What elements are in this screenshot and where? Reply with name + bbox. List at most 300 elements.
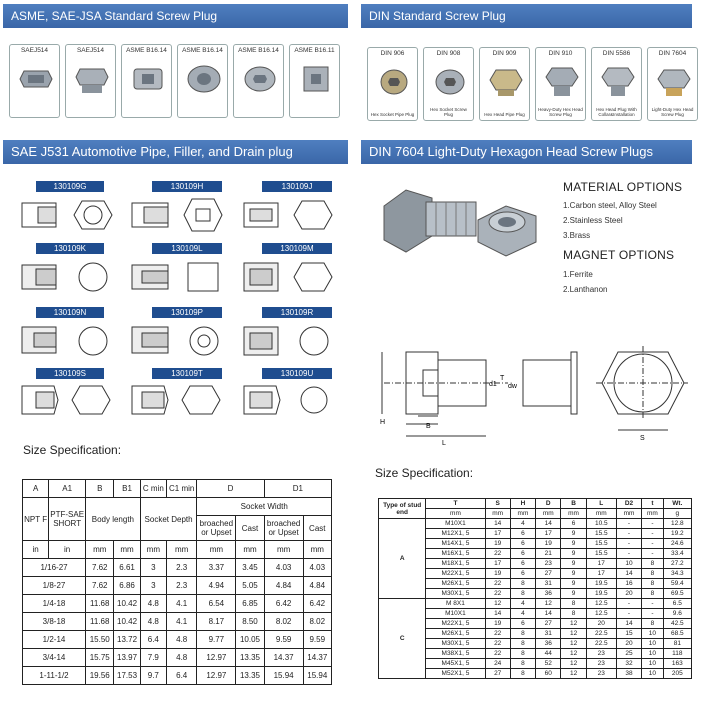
table-cell: 9	[561, 589, 586, 599]
table-cell: 60	[536, 669, 561, 679]
thumb-item[interactable]	[479, 47, 530, 121]
plug-icon	[600, 64, 636, 100]
table-cell: 20	[616, 639, 641, 649]
table-cell: 6	[510, 559, 535, 569]
table-cell: 6.4	[140, 631, 166, 649]
table-cell: 4.8	[166, 649, 196, 667]
dim-dw: dw	[508, 383, 517, 390]
dim-b: B	[426, 423, 431, 430]
table-cell: 6.5	[663, 599, 691, 609]
table-cell: 8	[642, 589, 664, 599]
table-cell: 36	[536, 589, 561, 599]
table-cell: 13.72	[114, 631, 140, 649]
table-row	[379, 599, 692, 609]
table-header-cell: D1	[264, 480, 331, 498]
table-cell: 12	[561, 659, 586, 669]
table-cell: -	[642, 599, 664, 609]
table-cell: M22X1, 5	[426, 619, 485, 629]
thumb-item[interactable]	[121, 44, 172, 118]
table-row	[379, 559, 692, 569]
table-cell: 13.97	[114, 649, 140, 667]
table-cell: mm	[536, 509, 561, 519]
table-header-cell: Socket Depth	[140, 498, 197, 541]
table-header-row	[23, 480, 332, 498]
banner-asme: ASME, SAE-JSA Standard Screw Plug	[3, 4, 348, 28]
table-cell: 17	[586, 559, 616, 569]
table-cell: -	[616, 529, 641, 539]
table-cell: 6	[561, 519, 586, 529]
thumb-label: ASME B16.14	[182, 47, 223, 54]
plug-icon	[544, 64, 580, 100]
thumb-item[interactable]	[65, 44, 116, 118]
part-drawing	[236, 380, 336, 420]
part-drawing	[14, 193, 114, 238]
table-cell: 4	[510, 599, 535, 609]
table-header-cell: PTF-SAE SHORT	[49, 498, 86, 541]
part-code-tag: 130109T	[152, 368, 222, 379]
table-cell: M 8X1	[426, 599, 485, 609]
table-cell: 22	[485, 639, 510, 649]
table-cell: -	[642, 539, 664, 549]
table-row	[379, 609, 692, 619]
table-cell: 10.05	[236, 631, 264, 649]
table-cell: 4.94	[197, 577, 236, 595]
table-row	[23, 595, 332, 613]
thumb-label: DIN 906	[380, 50, 405, 57]
table-cell: 14.37	[303, 649, 331, 667]
table-cell: 23	[586, 659, 616, 669]
table-cell: 20	[586, 619, 616, 629]
table-cell: 17.53	[114, 667, 140, 685]
dim-l: L	[442, 440, 446, 447]
table-row	[23, 649, 332, 667]
table-cell: mm	[166, 541, 196, 559]
table-cell: 19.5	[586, 589, 616, 599]
table-cell: 8.17	[197, 613, 236, 631]
table-cell: 8	[510, 659, 535, 669]
table-cell: 9	[561, 569, 586, 579]
table-cell: 17	[485, 529, 510, 539]
table-cell: 22	[485, 549, 510, 559]
thumb-label: DIN 910	[548, 50, 573, 57]
table-cell: -	[616, 539, 641, 549]
table-cell: M26X1, 5	[426, 629, 485, 639]
table-cell: g	[663, 509, 691, 519]
banner-din7604: DIN 7604 Light-Duty Hexagon Head Screw Plugs	[361, 140, 692, 164]
table-header-cell: B	[86, 480, 114, 498]
table-header-cell: broached or Upset	[264, 516, 303, 541]
table-cell: 24	[485, 659, 510, 669]
table-cell: in	[23, 541, 49, 559]
table-cell: 19	[485, 539, 510, 549]
table-cell: 4	[510, 519, 535, 529]
table-cell: -	[642, 609, 664, 619]
table-row	[23, 559, 332, 577]
table-cell: 8	[642, 619, 664, 629]
table-header-cell: Wt.	[663, 499, 691, 509]
table-cell: 14	[536, 609, 561, 619]
table-header-cell: t	[642, 499, 664, 509]
plug-icon	[488, 64, 524, 100]
table-header-cell: NPT F	[23, 498, 49, 541]
table-cell: 10.42	[114, 595, 140, 613]
table-cell: 6.4	[166, 667, 196, 685]
plug-icon	[242, 61, 278, 97]
dim-d1: d1	[489, 381, 497, 388]
table-cell: 12.5	[586, 599, 616, 609]
table-row	[379, 659, 692, 669]
part-code-tag: 130109K	[36, 243, 104, 254]
banner-din: DIN Standard Screw Plug	[361, 4, 692, 28]
plug-icon	[130, 61, 166, 97]
thumb-label: DIN 909	[492, 50, 517, 57]
table-cell: -	[616, 609, 641, 619]
table-cell: 9.59	[303, 631, 331, 649]
table-cell: 44	[536, 649, 561, 659]
din7604-size-table	[378, 498, 692, 679]
thumb-caption: Heavy-Duty Hex Head Screw Plug	[538, 107, 583, 117]
table-cell: 118	[663, 649, 691, 659]
table-cell: 22	[485, 649, 510, 659]
table-cell: 6	[510, 529, 535, 539]
thumb-item[interactable]	[367, 47, 418, 121]
din-thumb-row	[367, 47, 698, 121]
table-cell: 15.5	[586, 529, 616, 539]
table-cell: 12	[561, 619, 586, 629]
table-cell: 12	[561, 629, 586, 639]
table-cell: 8.02	[303, 613, 331, 631]
table-row	[379, 619, 692, 629]
table-cell: 2.3	[166, 559, 196, 577]
plug-icon	[376, 64, 412, 100]
table-header-cell: Cast	[303, 516, 331, 541]
table-cell: -	[616, 599, 641, 609]
table-cell: 9	[561, 539, 586, 549]
table-cell: 12.5	[586, 609, 616, 619]
thumb-caption: Hex Head Pipe Plug	[484, 112, 525, 117]
table-cell: 8	[510, 639, 535, 649]
table-units-row	[379, 509, 692, 519]
table-cell: M12X1, 5	[426, 529, 485, 539]
thumb-label: DIN 908	[436, 50, 461, 57]
table-cell: 10.5	[586, 519, 616, 529]
table-cell: 8	[510, 669, 535, 679]
table-cell: 8	[642, 569, 664, 579]
table-row	[23, 613, 332, 631]
part-drawing	[236, 319, 336, 364]
table-cell: 15.5	[586, 549, 616, 559]
table-cell: 12	[561, 639, 586, 649]
sae-size-table	[22, 479, 332, 685]
part-drawing	[14, 380, 114, 420]
table-cell: 19	[485, 569, 510, 579]
table-cell: 9.59	[264, 631, 303, 649]
table-cell: 4.1	[166, 613, 196, 631]
table-cell: 12	[485, 599, 510, 609]
thumb-label: DIN 7604	[658, 50, 687, 57]
group-cell: A	[379, 519, 426, 599]
table-cell: 19.2	[663, 529, 691, 539]
part-code-tag: 130109H	[152, 181, 222, 192]
table-cell: 1/2-14	[23, 631, 86, 649]
table-cell: 4.03	[264, 559, 303, 577]
table-cell: 22	[485, 629, 510, 639]
thumb-item[interactable]	[177, 44, 228, 118]
thumb-label: ASME B16.14	[238, 47, 279, 54]
table-cell: 15.5	[586, 539, 616, 549]
table-header-row	[379, 499, 692, 509]
table-cell: 42.5	[663, 619, 691, 629]
table-cell: M22X1, 5	[426, 569, 485, 579]
thumb-item[interactable]	[647, 47, 698, 121]
part-drawing	[124, 193, 224, 238]
material-option: 3.Brass	[563, 231, 591, 240]
asme-thumb-row	[9, 44, 340, 118]
table-header-cell: L	[586, 499, 616, 509]
table-cell: 1/4-18	[23, 595, 86, 613]
table-cell: M30X1, 5	[426, 639, 485, 649]
table-cell: 6.54	[197, 595, 236, 613]
table-cell: 24.6	[663, 539, 691, 549]
table-header-cell: D	[536, 499, 561, 509]
part-drawing	[124, 255, 224, 300]
thumb-label: SAEJ514	[76, 47, 105, 54]
magnet-option: 1.Ferrite	[563, 270, 593, 279]
table-cell: 19.56	[86, 667, 114, 685]
table-cell: 4.8	[140, 595, 166, 613]
table-cell: mm	[197, 541, 236, 559]
table-cell: 15	[616, 629, 641, 639]
table-cell: 9.77	[197, 631, 236, 649]
table-header-cell: B1	[114, 480, 140, 498]
part-drawing	[236, 193, 336, 238]
table-cell: 5.05	[236, 577, 264, 595]
table-cell: 163	[663, 659, 691, 669]
table-cell: 14	[536, 519, 561, 529]
table-cell: 11.68	[86, 613, 114, 631]
table-header-cell: C1 min	[166, 480, 196, 498]
table-cell: 3	[140, 559, 166, 577]
table-cell: 4.1	[166, 595, 196, 613]
table-cell: 25	[616, 649, 641, 659]
thumb-item[interactable]	[9, 44, 60, 118]
banner-sae: SAE J531 Automotive Pipe, Filler, and Drain plug	[3, 140, 348, 164]
part-drawing	[14, 319, 114, 364]
table-cell: 17	[586, 569, 616, 579]
dim-s: S	[640, 435, 645, 442]
table-cell: 8	[561, 609, 586, 619]
table-row	[379, 629, 692, 639]
table-cell: -	[642, 529, 664, 539]
table-cell: 3/8-18	[23, 613, 86, 631]
table-cell: 22	[485, 589, 510, 599]
table-cell: 16	[616, 579, 641, 589]
table-row	[23, 667, 332, 685]
table-cell: 21	[536, 549, 561, 559]
table-cell: M26X1, 5	[426, 579, 485, 589]
thumb-label: SAEJ514	[20, 47, 49, 54]
table-cell: 59.4	[663, 579, 691, 589]
thumb-item[interactable]	[535, 47, 586, 121]
part-code-tag: 130109N	[36, 307, 104, 318]
table-cell: 4.03	[303, 559, 331, 577]
table-cell: 12.97	[197, 649, 236, 667]
table-cell: 4	[510, 609, 535, 619]
table-cell: 9	[561, 559, 586, 569]
plug-icon	[186, 61, 222, 97]
table-header-cell: A	[23, 480, 49, 498]
table-header-cell: T	[426, 499, 485, 509]
table-cell: 8.50	[236, 613, 264, 631]
table-cell: 34.3	[663, 569, 691, 579]
thumb-item[interactable]	[423, 47, 474, 121]
table-cell: 36	[536, 639, 561, 649]
thumb-caption: Hex Socket Screw Plug	[430, 107, 467, 117]
table-cell: M16X1, 5	[426, 549, 485, 559]
table-cell: 8	[510, 629, 535, 639]
table-cell: -	[642, 519, 664, 529]
table-cell: 14	[485, 609, 510, 619]
table-cell: 10	[642, 649, 664, 659]
table-cell: 2.3	[166, 577, 196, 595]
group-cell: C	[379, 599, 426, 679]
table-cell: 205	[663, 669, 691, 679]
table-cell: 3.37	[197, 559, 236, 577]
magnet-title: MAGNET OPTIONS	[563, 248, 675, 262]
table-cell: 6	[510, 619, 535, 629]
table-cell: mm	[561, 509, 586, 519]
table-cell: mm	[586, 509, 616, 519]
table-cell: 22	[485, 579, 510, 589]
table-cell: 69.5	[663, 589, 691, 599]
part-code-tag: 130109G	[36, 181, 104, 192]
table-cell: 10.42	[114, 613, 140, 631]
table-cell: 22.5	[586, 639, 616, 649]
thumb-caption: Hex Head Plug With Collar&Installation	[596, 107, 637, 117]
table-cell: 68.5	[663, 629, 691, 639]
table-cell: 27	[536, 569, 561, 579]
table-cell: M14X1, 5	[426, 539, 485, 549]
size-spec-heading-left: Size Specification:	[23, 443, 122, 457]
table-header-row	[23, 498, 332, 516]
table-cell: 3	[140, 577, 166, 595]
part-code-tag: 130109M	[262, 243, 332, 254]
table-cell: 8	[561, 599, 586, 609]
size-spec-heading-right: Size Specification:	[375, 466, 474, 480]
table-cell: 15.50	[86, 631, 114, 649]
table-cell: 7.9	[140, 649, 166, 667]
table-cell: mm	[264, 541, 303, 559]
table-cell: 17	[485, 559, 510, 569]
table-cell: 14	[485, 519, 510, 529]
table-header-cell: Cast	[236, 516, 264, 541]
table-cell: 11.68	[86, 595, 114, 613]
table-cell: 15.94	[303, 667, 331, 685]
table-cell: M10X1	[426, 519, 485, 529]
dim-h: H	[380, 419, 386, 426]
table-row	[379, 589, 692, 599]
table-cell: 1-11-1/2	[23, 667, 86, 685]
table-row	[379, 569, 692, 579]
table-cell: 12	[561, 649, 586, 659]
table-cell: 10	[616, 559, 641, 569]
material-title: MATERIAL OPTIONS	[563, 180, 683, 194]
table-cell: M18X1, 5	[426, 559, 485, 569]
table-row	[379, 639, 692, 649]
table-header-cell: Body length	[86, 498, 141, 541]
dim-t: T	[500, 375, 505, 382]
thumb-label: DIN 5586	[602, 50, 631, 57]
table-row	[379, 649, 692, 659]
table-cell: 9	[561, 529, 586, 539]
thumb-caption: Hex Socket Pipe Plug	[370, 112, 415, 117]
table-cell: 14.37	[264, 649, 303, 667]
table-cell: 27.2	[663, 559, 691, 569]
plug-icon	[18, 61, 54, 97]
plug-icon	[432, 64, 468, 100]
table-cell: 10	[642, 659, 664, 669]
part-code-tag: 130109R	[262, 307, 332, 318]
table-cell: 4.84	[264, 577, 303, 595]
table-cell: 9.6	[663, 609, 691, 619]
part-code-tag: 130109P	[152, 307, 222, 318]
table-cell: 6	[510, 549, 535, 559]
part-code-tag: 130109J	[262, 181, 332, 192]
thumb-item[interactable]	[233, 44, 284, 118]
table-cell: 8.02	[264, 613, 303, 631]
material-option: 1.Carbon steel, Alloy Steel	[563, 201, 657, 210]
part-drawing	[236, 255, 336, 300]
table-cell: -	[642, 549, 664, 559]
table-cell: 15.75	[86, 649, 114, 667]
part-code-tag: 130109U	[262, 368, 332, 379]
table-row	[379, 529, 692, 539]
table-cell: 6.42	[264, 595, 303, 613]
table-cell: 6.42	[303, 595, 331, 613]
table-cell: 1/16-27	[23, 559, 86, 577]
table-cell: 31	[536, 579, 561, 589]
table-cell: 22.5	[586, 629, 616, 639]
table-cell: mm	[86, 541, 114, 559]
table-header-cell: H	[510, 499, 535, 509]
table-cell: 9	[561, 579, 586, 589]
thumb-item[interactable]	[289, 44, 340, 118]
table-cell: 27	[536, 619, 561, 629]
table-cell: 8	[510, 579, 535, 589]
plug-icon	[656, 64, 692, 100]
table-cell: 12	[536, 599, 561, 609]
table-cell: 6.61	[114, 559, 140, 577]
table-cell: mm	[510, 509, 535, 519]
table-cell: in	[49, 541, 86, 559]
table-cell: -	[616, 519, 641, 529]
table-cell: M30X1, 5	[426, 589, 485, 599]
table-cell: 6	[510, 539, 535, 549]
table-cell: 23	[586, 669, 616, 679]
table-header-cell: broached or Upset	[197, 516, 236, 541]
table-cell: 19	[485, 619, 510, 629]
table-header-cell: B	[561, 499, 586, 509]
table-header-cell: A1	[49, 480, 86, 498]
thumb-item[interactable]	[591, 47, 642, 121]
table-cell: mm	[140, 541, 166, 559]
part-code-tag: 130109L	[152, 243, 222, 254]
table-cell: 4.8	[166, 631, 196, 649]
table-cell: 32	[616, 659, 641, 669]
table-cell: 7.62	[86, 559, 114, 577]
table-cell: 14	[616, 569, 641, 579]
table-cell: 6.86	[114, 577, 140, 595]
